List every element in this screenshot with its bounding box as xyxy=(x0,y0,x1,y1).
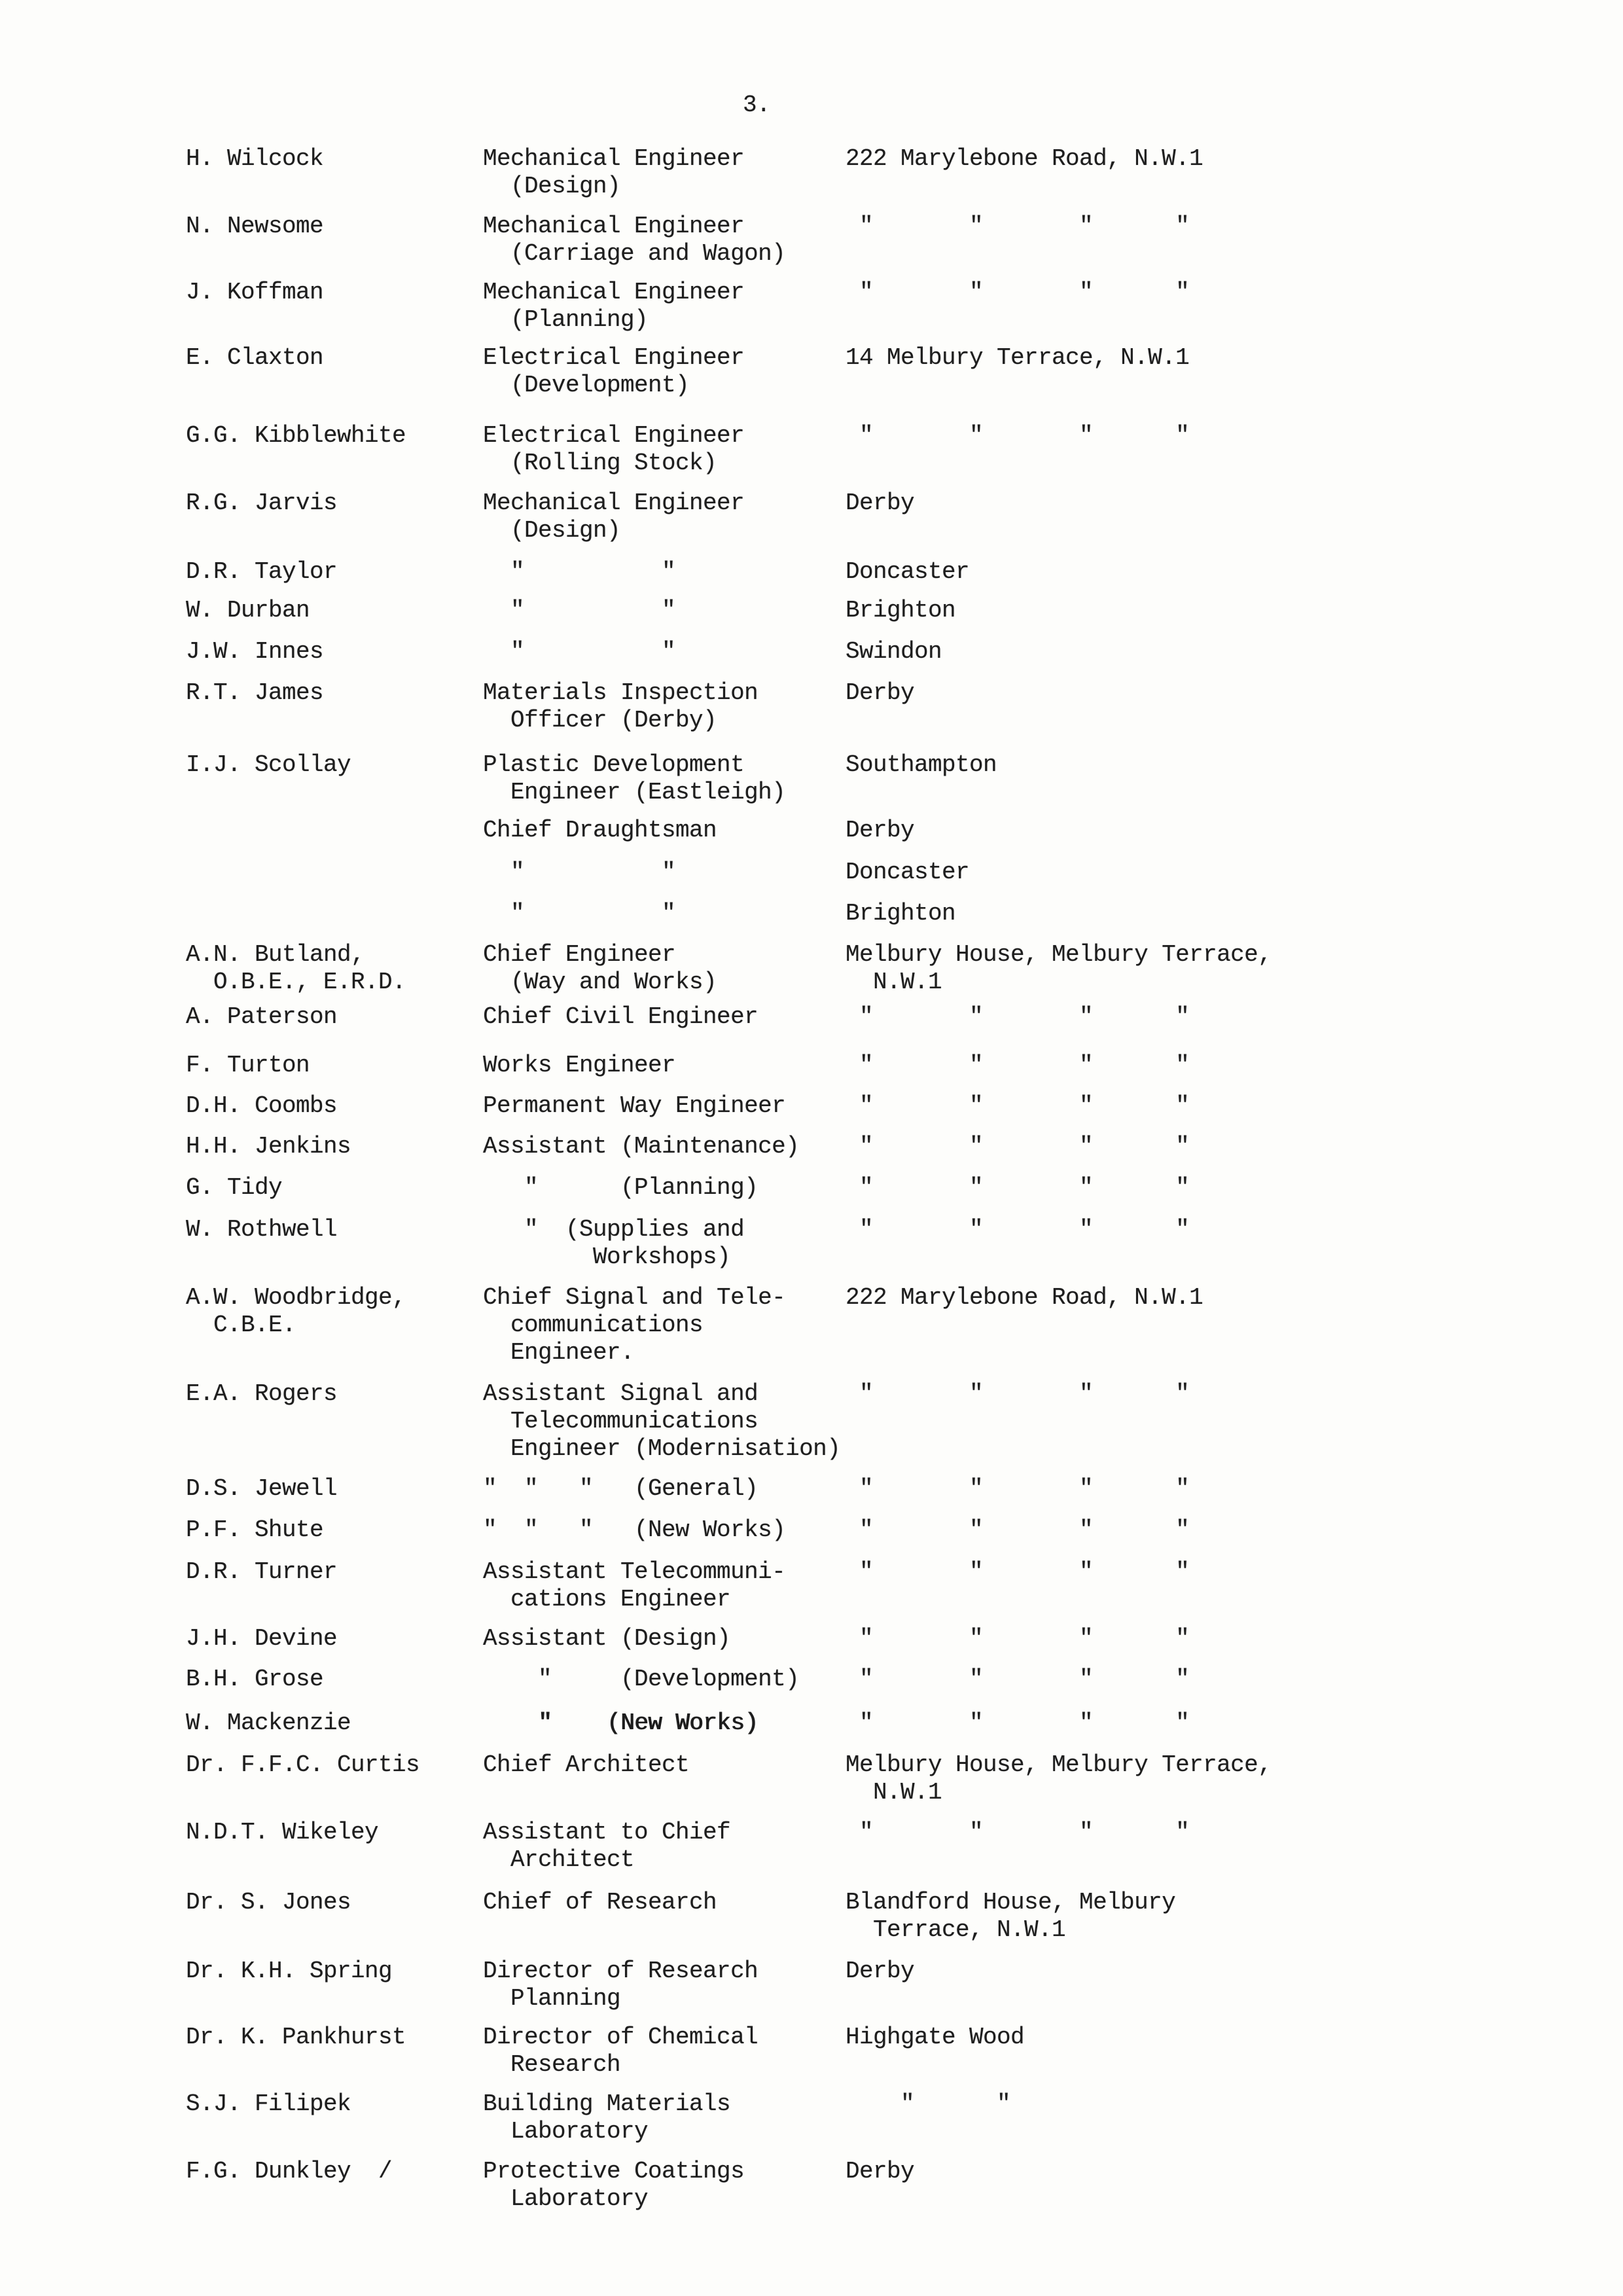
text-line: Dr. K.H. Spring xyxy=(186,1958,393,1984)
text-line: Chief Draughtsman xyxy=(483,817,717,844)
name-column xyxy=(186,279,323,306)
text-line: (Development) xyxy=(483,372,690,399)
text-line: Electrical Engineer xyxy=(483,422,745,449)
text-line: N. Newsome xyxy=(186,213,324,240)
text-line: Assistant Signal and xyxy=(483,1380,758,1407)
text-line: " " " " xyxy=(846,1516,1190,1543)
title-column xyxy=(483,1958,758,2013)
text-line: Laboratory xyxy=(483,2118,649,2145)
title-column xyxy=(483,1475,758,1503)
text-line: Brighton xyxy=(846,900,956,927)
title-column xyxy=(483,679,758,734)
name-column xyxy=(186,597,310,624)
title-column xyxy=(483,1819,730,1874)
text-line: Blandford House, Melbury xyxy=(846,1889,1176,1916)
text-line: Works Engineer xyxy=(483,1052,676,1079)
title-column xyxy=(483,2158,744,2213)
text-line: (Design) xyxy=(483,173,621,200)
text-line: Mechanical Engineer xyxy=(483,490,745,516)
text-line: (Carriage and Wagon) xyxy=(483,240,786,267)
text-line: Assistant to Chief xyxy=(483,1819,731,1846)
text-line: communications xyxy=(483,1312,704,1338)
text-line: J.W. Innes xyxy=(186,638,324,665)
text-line: W. Mackenzie xyxy=(186,1710,351,1736)
text-line: " " " " xyxy=(846,1003,1190,1030)
name-column xyxy=(186,1133,351,1160)
text-line: Dr. F.F.C. Curtis xyxy=(186,1751,420,1778)
text-line: Southampton xyxy=(846,751,997,778)
text-line: Telecommunications xyxy=(483,1408,758,1435)
text-line: P.F. Shute xyxy=(186,1516,324,1543)
text-line: " (Supplies and xyxy=(483,1216,745,1243)
text-line: B.H. Grose xyxy=(186,1666,324,1693)
title-column xyxy=(483,1625,730,1653)
title-column xyxy=(483,1751,689,1779)
text-line: Doncaster xyxy=(846,558,970,585)
text-line: Architect xyxy=(483,1846,635,1873)
text-line: Mechanical Engineer xyxy=(483,279,745,306)
text-line: S.J. Filipek xyxy=(186,2090,351,2117)
name-column xyxy=(186,1558,337,1586)
name-column xyxy=(186,1516,323,1544)
name-column xyxy=(186,1052,310,1079)
address-column xyxy=(846,1475,1189,1503)
name-column xyxy=(186,145,323,173)
text-line: D.S. Jewell xyxy=(186,1475,338,1502)
text-line: " (Development) xyxy=(483,1666,800,1693)
title-column xyxy=(483,1516,785,1544)
text-line: Chief Architect xyxy=(483,1751,690,1778)
address-column xyxy=(846,558,969,586)
text-line: C.B.E. xyxy=(186,1312,296,1338)
title-column xyxy=(483,751,785,806)
text-line: Chief Engineer xyxy=(483,941,676,968)
name-column xyxy=(186,344,323,372)
name-column xyxy=(186,2158,392,2185)
text-line: Melbury House, Melbury Terrace, xyxy=(846,941,1272,968)
text-line: Derby xyxy=(846,1958,915,1984)
address-column xyxy=(846,1052,1189,1079)
text-line: Laboratory xyxy=(483,2185,649,2212)
text-line: " " xyxy=(483,638,676,665)
name-column xyxy=(186,2024,406,2051)
name-column xyxy=(186,213,323,240)
name-column xyxy=(186,558,337,586)
title-column xyxy=(483,344,744,399)
text-line: Dr. K. Pankhurst xyxy=(186,2024,406,2051)
text-line: Terrace, N.W.1 xyxy=(846,1916,1066,1943)
text-line: " " " " xyxy=(846,1819,1190,1846)
address-column xyxy=(846,941,1272,996)
text-line: Engineer. xyxy=(483,1339,635,1366)
address-column xyxy=(846,1958,914,1985)
text-line: Chief Civil Engineer xyxy=(483,1003,758,1030)
title-column xyxy=(483,817,717,844)
address-column xyxy=(846,1284,1203,1312)
title-column xyxy=(483,490,744,545)
text-line: Doncaster xyxy=(846,859,970,886)
text-line: " " xyxy=(483,597,676,624)
text-line: F. Turton xyxy=(186,1052,310,1079)
text-line: " " " " xyxy=(846,1174,1190,1201)
title-column xyxy=(483,2090,730,2145)
text-line: G. Tidy xyxy=(186,1174,283,1201)
address-column xyxy=(846,751,997,779)
address-column xyxy=(846,279,1189,306)
title-column xyxy=(483,1710,758,1737)
title-column xyxy=(483,2024,758,2079)
text-line: Brighton xyxy=(846,597,956,624)
text-line: 222 Marylebone Road, N.W.1 xyxy=(846,145,1204,172)
text-line: Derby xyxy=(846,679,915,706)
address-column xyxy=(846,1174,1189,1202)
title-column xyxy=(483,1889,717,1916)
text-line: D.R. Turner xyxy=(186,1558,338,1585)
name-column xyxy=(186,1819,378,1846)
text-line: " " " " xyxy=(846,213,1190,240)
text-line: Chief Signal and Tele- xyxy=(483,1284,786,1311)
text-line: " " " (General) xyxy=(483,1475,758,1502)
address-column xyxy=(846,145,1203,173)
name-column xyxy=(186,2090,351,2118)
name-column xyxy=(186,1710,351,1737)
name-column xyxy=(186,751,351,779)
text-line: G.G. Kibblewhite xyxy=(186,422,406,449)
text-line: " (New Works) xyxy=(483,1710,758,1736)
text-line: Research xyxy=(483,2051,621,2078)
title-column xyxy=(483,1284,785,1367)
address-column xyxy=(846,1710,1189,1737)
address-column xyxy=(846,2158,914,2185)
name-column xyxy=(186,1003,337,1031)
address-column xyxy=(846,1625,1189,1653)
name-column xyxy=(186,1958,392,1985)
address-column xyxy=(846,2024,1024,2051)
text-line: Highgate Wood xyxy=(846,2024,1025,2051)
address-column xyxy=(846,1003,1189,1031)
address-column xyxy=(846,679,914,707)
text-line: W. Durban xyxy=(186,597,310,624)
name-column xyxy=(186,1751,419,1779)
name-column xyxy=(186,1475,337,1503)
text-line: O.B.E., E.R.D. xyxy=(186,969,406,996)
text-line: 222 Marylebone Road, N.W.1 xyxy=(846,1284,1204,1311)
text-line: " " xyxy=(846,2090,1011,2117)
text-line: Director of Research xyxy=(483,1958,758,1984)
text-line: Derby xyxy=(846,2158,915,2185)
text-line: H. Wilcock xyxy=(186,145,324,172)
name-column xyxy=(186,1625,337,1653)
text-line: cations Engineer xyxy=(483,1586,731,1613)
text-line: Assistant (Design) xyxy=(483,1625,731,1652)
text-line: A.N. Butland, xyxy=(186,941,365,968)
address-column xyxy=(846,2090,1010,2118)
text-line: A.W. Woodbridge, xyxy=(186,1284,406,1311)
title-column xyxy=(483,279,744,334)
text-line: Director of Chemical xyxy=(483,2024,758,2051)
address-column xyxy=(846,1216,1189,1244)
text-line: Workshops) xyxy=(483,1244,731,1270)
text-line: N.D.T. Wikeley xyxy=(186,1819,379,1846)
title-column xyxy=(483,145,744,200)
title-column xyxy=(483,558,675,586)
text-line: 14 Melbury Terrace, N.W.1 xyxy=(846,344,1190,371)
title-column xyxy=(483,1133,799,1160)
text-line: Plastic Development xyxy=(483,751,745,778)
title-column xyxy=(483,1003,758,1031)
text-line: (Planning) xyxy=(483,306,649,333)
title-column xyxy=(483,941,717,996)
text-line: Officer (Derby) xyxy=(483,707,717,734)
title-column xyxy=(483,1174,758,1202)
text-line: " " " " xyxy=(846,1475,1190,1502)
text-line: " " xyxy=(483,859,676,886)
text-line: Mechanical Engineer xyxy=(483,213,745,240)
address-column xyxy=(846,344,1189,372)
title-column xyxy=(483,638,675,666)
text-line: Melbury House, Melbury Terrace, xyxy=(846,1751,1272,1778)
title-column xyxy=(483,597,675,624)
title-column xyxy=(483,1558,785,1613)
text-line: W. Rothwell xyxy=(186,1216,338,1243)
text-line: (Rolling Stock) xyxy=(483,450,717,476)
name-column xyxy=(186,422,406,450)
text-line: R.T. James xyxy=(186,679,324,706)
text-line: Protective Coatings xyxy=(483,2158,745,2185)
text-line: " " " (New Works) xyxy=(483,1516,786,1543)
text-line: " " " " xyxy=(846,1625,1190,1652)
text-line: Mechanical Engineer xyxy=(483,145,745,172)
name-column xyxy=(186,679,323,707)
text-line: " " " " xyxy=(846,1092,1190,1119)
name-column xyxy=(186,941,406,996)
address-column xyxy=(846,213,1189,240)
text-line: Chief of Research xyxy=(483,1889,717,1916)
address-column xyxy=(846,1380,1189,1408)
address-column xyxy=(846,490,914,517)
text-line: Swindon xyxy=(846,638,942,665)
text-line: Derby xyxy=(846,490,915,516)
text-line: " " xyxy=(483,558,676,585)
text-line: " (Planning) xyxy=(483,1174,758,1201)
address-column xyxy=(846,1751,1272,1806)
text-line: (Design) xyxy=(483,517,621,544)
text-line: " " " " xyxy=(846,1052,1190,1079)
address-column xyxy=(846,638,942,666)
text-line: N.W.1 xyxy=(846,1779,942,1806)
text-line: " " " " xyxy=(846,1558,1190,1585)
text-line: R.G. Jarvis xyxy=(186,490,338,516)
address-column xyxy=(846,1558,1189,1586)
text-line: " " " " xyxy=(846,1666,1190,1693)
address-column xyxy=(846,1666,1189,1693)
name-column xyxy=(186,1174,282,1202)
text-line: " " " " xyxy=(846,422,1190,449)
name-column xyxy=(186,1284,406,1339)
address-column xyxy=(846,817,914,844)
text-line: Materials Inspection xyxy=(483,679,758,706)
title-column xyxy=(483,1052,675,1079)
title-column xyxy=(483,1380,840,1463)
address-column xyxy=(846,1133,1189,1160)
text-line: Engineer (Eastleigh) xyxy=(483,779,786,806)
text-line: I.J. Scollay xyxy=(186,751,351,778)
name-column xyxy=(186,1889,351,1916)
text-line: Electrical Engineer xyxy=(483,344,745,371)
text-line: " " xyxy=(483,900,676,927)
title-column xyxy=(483,1666,799,1693)
title-column xyxy=(483,900,675,927)
text-line: " " " " xyxy=(846,1710,1190,1736)
name-column xyxy=(186,490,337,517)
text-line: Planning xyxy=(483,1985,621,2012)
address-column xyxy=(846,1819,1189,1846)
title-column xyxy=(483,859,675,886)
text-line: Building Materials xyxy=(483,2090,731,2117)
text-line: (Way and Works) xyxy=(483,969,717,996)
text-line: " " " " xyxy=(846,279,1190,306)
name-column xyxy=(186,638,323,666)
text-line: Dr. S. Jones xyxy=(186,1889,351,1916)
text-line: " " " " xyxy=(846,1216,1190,1243)
address-column xyxy=(846,1092,1189,1120)
text-line: J.H. Devine xyxy=(186,1625,338,1652)
text-line: D.H. Coombs xyxy=(186,1092,338,1119)
text-line: Assistant (Maintenance) xyxy=(483,1133,800,1160)
name-column xyxy=(186,1380,337,1408)
text-line: " " " " xyxy=(846,1380,1190,1407)
title-column xyxy=(483,422,744,477)
address-column xyxy=(846,859,969,886)
text-line: Engineer (Modernisation) xyxy=(483,1435,841,1462)
text-line: H.H. Jenkins xyxy=(186,1133,351,1160)
title-column xyxy=(483,1092,785,1120)
text-line: " " " " xyxy=(846,1133,1190,1160)
text-line: J. Koffman xyxy=(186,279,324,306)
text-line: Assistant Telecommuni- xyxy=(483,1558,786,1585)
title-column xyxy=(483,1216,744,1271)
text-line: F.G. Dunkley / xyxy=(186,2158,393,2185)
address-column xyxy=(846,1889,1175,1944)
text-line: Permanent Way Engineer xyxy=(483,1092,786,1119)
text-line: E.A. Rogers xyxy=(186,1380,338,1407)
name-column xyxy=(186,1666,323,1693)
name-column xyxy=(186,1092,337,1120)
address-column xyxy=(846,900,955,927)
address-column xyxy=(846,597,955,624)
address-column xyxy=(846,1516,1189,1544)
text-line: D.R. Taylor xyxy=(186,558,338,585)
name-column xyxy=(186,1216,337,1244)
title-column xyxy=(483,213,785,268)
text-line: E. Claxton xyxy=(186,344,324,371)
text-line: Derby xyxy=(846,817,915,844)
text-line: N.W.1 xyxy=(846,969,942,996)
page-number: 3. xyxy=(743,92,771,118)
text-line: A. Paterson xyxy=(186,1003,338,1030)
address-column xyxy=(846,422,1189,450)
